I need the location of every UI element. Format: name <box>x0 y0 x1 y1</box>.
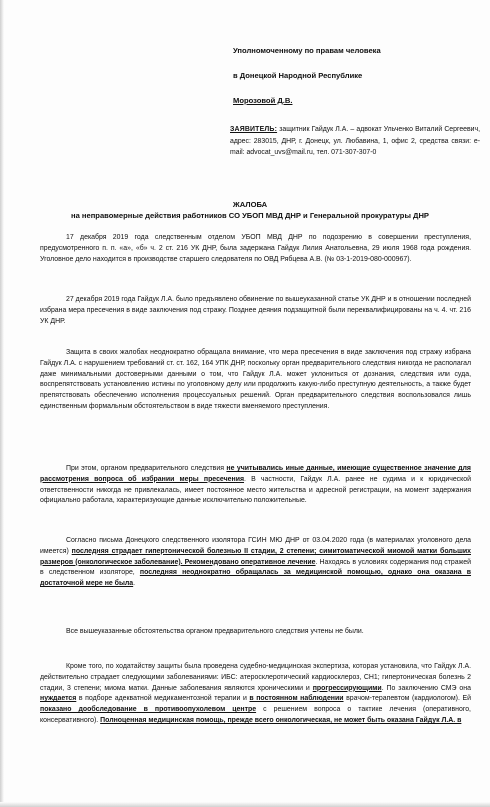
addressee-name: Морозовой Д.В. <box>233 96 293 105</box>
p7-text-g: врачом-терапевтом (кардиологом). Ей <box>343 695 471 703</box>
p5-text-a: Согласно письма Донецкого следственного изолятора ГСИН МЮ ДНР от 03.04.2020 года (в материалах уголовного дела имеется) <box>40 537 471 555</box>
paragraph-2: 27 декабря 2019 года Гайдук Л.А. было предъявлено обвинение по вышеуказанной статье УК ДНР и в отношении последней избрана мера пресечения в виде заключения под стражу. Позднее деяния подзащитной были переквалифицированы на ч. 4. чт. 216 УК ДНР. <box>40 296 471 325</box>
p7-progressive: прогрессирующими <box>312 684 382 692</box>
applicant-block <box>230 124 480 159</box>
page-shadow-left <box>0 0 4 807</box>
p7-medical-care: Полноценная медицинская помощь, прежде всего онкологическая, не может быть оказана Гайдук Л.А. в <box>100 716 462 724</box>
paragraph-6: Все вышеуказанные обстоятельства органом предварительного следствия учтены не были. <box>66 628 364 635</box>
p7-observation: в постоянном наблюдении <box>249 695 344 703</box>
p4-text-c: . В частности, Гайдук Л.А. ранее не судима и к юридической ответственности никогда не привлекалась, имеет постоянное место жительства и адресной регистрации, на момент задержания официально работала, характеризующие данные исключительно положительные. <box>40 475 471 505</box>
p7-examination: показано дообследование в противоопухолевом центре <box>40 706 257 714</box>
p7-text-a: Кроме того, по ходатайству защиты была проведена судебно-медицинская экспертиза, которая установила, что Гайдук Л.А. действительно страдает следующими заболеваниями: ИБС: атеросклеротический кардиосклероз, СН1; гипертоническая болезнь 2 стадии, 3 степени; миома матки. Данные заболевания являются хроническими и <box>40 663 471 692</box>
p5-diagnosis: последняя страдает гипертонической болезнью II стадии, 2 степени; симитоматической миомой матки больших размеров (онкологическое заболевание). Рекомендовано оперативное лечение <box>40 547 471 566</box>
complaint-heading: ЖАЛОБА <box>232 200 268 209</box>
complaint-subject: на неправомерные действия работников СО УБОП МВД ДНР и Генеральной прокуратуры ДНР <box>70 211 430 220</box>
paragraph-5 <box>40 536 471 590</box>
paragraph-4 <box>40 464 471 507</box>
p7-needs: нуждается <box>40 695 77 703</box>
paragraph-7 <box>40 662 471 727</box>
applicant-label: ЗАЯВИТЕЛЬ: <box>230 126 278 133</box>
p4-text-a: При этом, органом предварительного следствия <box>66 465 227 472</box>
p7-text-c: . По заключению СМЭ она <box>381 684 471 692</box>
p7-text-i: с решением вопроса о тактике лечения (оперативного, консервативного). <box>40 706 471 724</box>
p7-text-e: в подборе адекватной медикаментозной терапии и <box>76 695 250 703</box>
paragraph-1: 17 декабря 2019 года следственным отделом УБОП МВД ДНР по подозрению в совершении преступления, предусмотренного п. п. «а», «б» ч. 2 ст. 216 УК ДНР, была задержана Гайдук Лилия Анатольевна, 29 июля 1968 года рождения. Уголовное дело находится в производстве старшего следователя по ОВД Рябцева А.В. (№ 03-1-2019-080-000967). <box>40 234 471 263</box>
paragraph-3: Защита в своих жалобах неоднократно обращала внимание, что мера пресечения в виде заключения под стражу избрана Гайдук Л.А. с нарушением требований ст. ст. 162, 164 УПК ДНР, поскольку орган предварительного следствия никогда не располагал даже минимальными достоверными данными о том, что Гайдук Л.А. может уклониться от дознания, следствия или суда, воспрепятствовать установлению истины по уголовному делу или продолжить какую-либо преступную деятельность, а также будет препятствовать обеспечению исполнения процессуальных решений. Орган предварительного следствия воспользовался лишь единственным формальным обстоятельством в виде тяжести вменяемого преступления. <box>40 349 471 410</box>
p4-highlight: не учитывались иные данные, имеющие существенное значение для рассмотрения вопроса об избрании меры пресечения <box>40 465 471 483</box>
addressee-line-2: в Донецкой Народной Республике <box>233 71 363 80</box>
page-shadow-bottom <box>0 802 490 807</box>
p5-medical-help: последняя неоднократно обращалась за медицинской помощью, однако она оказана в достаточной мере не была <box>40 569 472 588</box>
addressee-line-1: Уполномоченному по правам человека <box>233 46 381 55</box>
p5-text-e: . <box>133 580 136 588</box>
applicant-details: защитник Гайдук Л.А. – адвокат Ульченко Виталий Сергеевич, адрес: 283015, ДНР, г. Донецк, ул. Любавина, 1, офис 2, средства связи: e-mail: advocat_uvs@mail.ru, тел. 071-307-307-0 <box>230 126 480 156</box>
p5-text-c: . Находясь в условиях содержания под стражей в следственном изоляторе, <box>40 558 471 577</box>
